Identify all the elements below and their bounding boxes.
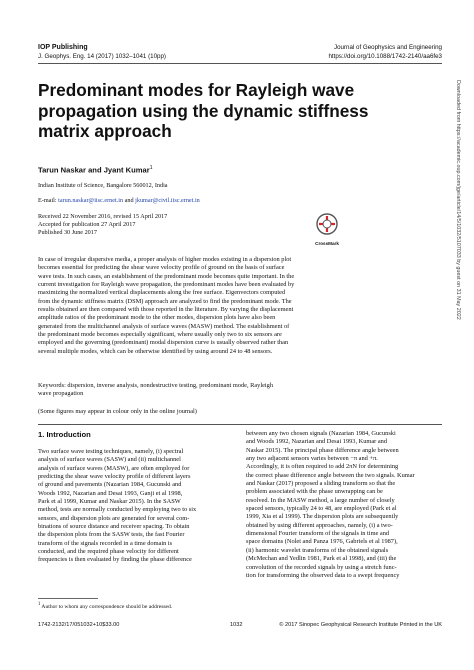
- footer-issn: 1742-2132/17/051032+10$33.00: [38, 622, 120, 628]
- abstract: In case of irregular dispersive media, a proper analysis of higher modes existing in a dispersion plot becomes essential for predicting the shear wave velocity profile of ground on the basis of surface wave tests. In such cases, an establishment of the predominant mode becomes quite important. In the current investigation for Rayleigh wave propagation, the predominant modes have been evaluated by maximizing the normalized vertical displacements along the free surface. Eigenvectors computed from the dynamic stiffness matrix (DSM) approach are analyzed to find the predominant mode. The results obtained are then compared with those reported in the literature. By varying the displacement amplitude ratios of the predominant mode to the other modes, dispersion plots have also been generated from the multichannel analysis of surface waves (MASW) method. The establishment of the predominant mode becomes especially significant, where usually only two to six sensors are employed and the governing (predominant) modal dispersion curve is usually observed rather than several multiple modes, which can be otherwise identified by using around 24 to 48 sensors.: [38, 256, 295, 355]
- intro-left-column: Two surface wave testing techniques, namely, (i) spectral analysis of surface waves (SASW) and (ii) multichannel analysis of surface waves (MASW), are often employed for predicting the shear wave velocity profile of different layers of ground and pavements (Nazarian 1984, Gucunski and Woods 1992, Nazarian and Desai 1993, Ganji et al 1998, Park et al 1999, Kumar and Naskar 2015). In the SASW method, tests are normally conducted by employing two to six sensors, and dispersion plots are generated for several com- binations of source distance and receiver spacing. To obtain the dispersion plots from the SASW tests, the fast Fourier transform of the signals recorded in a time domain is conducted, and the required phase velocity for different frequencies is then evaluated by finding the phase difference: [38, 448, 197, 564]
- header-rule: [38, 63, 442, 64]
- email-link-1[interactable]: tarun.naskar@iisc.ernet.in: [58, 197, 124, 204]
- footnote: $^1$ Author to whom any correspondence should be addressed.: [38, 602, 173, 610]
- page-number: 1032: [230, 622, 243, 628]
- intro-right-column: between any two chosen signals (Nazarian 1984, Gucunski and Woods 1992, Nazarian and Desai 1993, Kumar and Naskar 2015). The principal phase difference angle between any two adjacent sensors varies between −π and +π. Accordingly, it is often required to add 2πN for determining the correct phase difference angle between the two signals. Kumar and Naskar (2017) proposed a sliding transform so that the problem associated with the phase unwrapping can be resolved. In the MASW method, a large number of closely spaced sensors, typically 24 to 48, are employed (Park et al 1999, Xia et al 1999). The dispersion plots are subsequently obtained by using different approaches, namely, (i) a two- dimensional Fourier transform of the signals in time and space domains (Nolet and Panza 1976, Gabriels et al 1987), (ii) harmonic wavelet transforms of the obtained signals (McMechan and Yedlin 1981, Park et al 1998), and (iii) the convolution of the recorded signals by using a stretch func- tion for transforming the observed data to a swept frequency: [246, 430, 415, 579]
- authors: Tarun Naskar and Jyant Kumar$^1$: [38, 165, 153, 175]
- email-line: E-mail: tarun.naskar@iisc.ernet.in and jkumar@civil.iisc.ernet.in: [38, 197, 200, 204]
- affiliation: Indian Institute of Science, Bangalore 560012, India: [38, 182, 168, 189]
- journal-name: Journal of Geophysics and Engineering: [333, 44, 442, 51]
- colour-note: (Some figures may appear in colour only in the online journal): [38, 408, 197, 415]
- footer-copyright: © 2017 Sinopec Geophysical Research Institute Printed in the UK: [279, 622, 442, 628]
- publisher-logo: IOP Publishing: [38, 44, 88, 51]
- doi-link[interactable]: https://doi.org/10.1088/1742-2140/aa6fe3: [328, 53, 442, 60]
- section-rule: [38, 424, 442, 425]
- keywords: Keywords: dispersion, inverse analysis, nondestructive testing, predominant mode, Rayleigh wave propagation: [38, 382, 274, 398]
- email-link-2[interactable]: jkumar@civil.iisc.ernet.in: [135, 197, 200, 204]
- download-sidebar: Downloaded from https://academic.oup.com/jge/article/14/5/1032/5107033 by guest on 31 May 2022: [455, 80, 461, 320]
- article-dates: Received 22 November 2016, revised 15 April 2017 Accepted for publication 27 April 2017 Published 30 June 2017: [38, 213, 168, 237]
- journal-reference: J. Geophys. Eng. 14 (2017) 1032–1041 (10pp): [38, 53, 166, 60]
- section-heading: 1. Introduction: [38, 430, 91, 439]
- crossmark-badge[interactable]: CrossMark: [312, 213, 342, 246]
- footnote-rule: [38, 598, 98, 599]
- crossmark-icon: [316, 213, 338, 235]
- article-title: Predominant modes for Rayleigh wave propagation using the dynamic stiffness matrix approach: [38, 80, 369, 141]
